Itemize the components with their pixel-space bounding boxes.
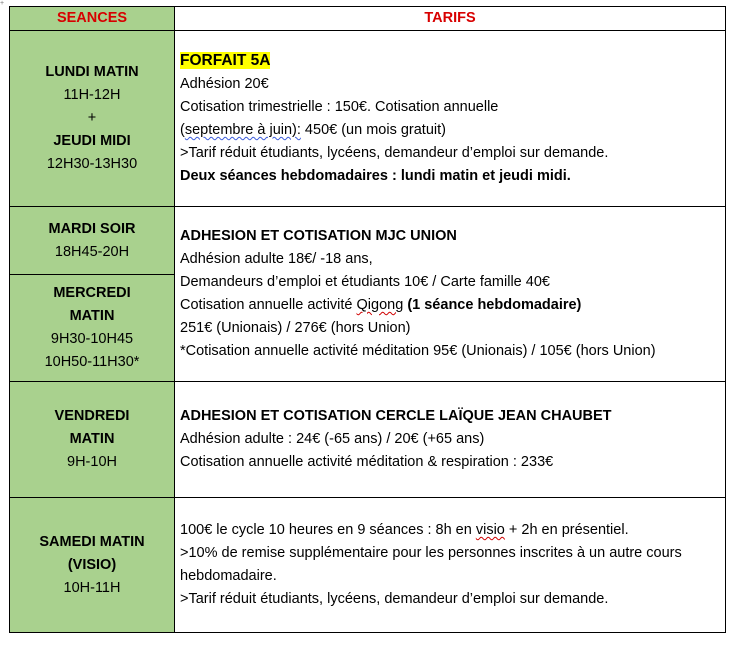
header-row [10, 7, 726, 31]
tarif-line: >10% de remise supplémentaire pour les personnes inscrites à un autre cours hebdomadaire. [180, 545, 682, 584]
tarif-cell-forfait [175, 31, 726, 207]
seance-time: 18H45-20H [54, 243, 130, 260]
tarif-title: ADHESION ET COTISATION MJC UNION [180, 228, 457, 244]
tarif-line: Demandeurs d’emploi et étudiants 10€ / Carte famille 40€ [180, 274, 550, 290]
tarif-line-bold: Deux séances hebdomadaires : lundi matin et jeudi midi. [180, 168, 571, 184]
tarifs-table [9, 6, 726, 633]
tarif-cell-mjc-union [175, 207, 726, 382]
tarif-line: Cotisation annuelle activité méditation & respiration : 233€ [180, 454, 554, 470]
seance-day: MERCREDI [53, 285, 131, 301]
tarif-line-cycle [180, 519, 721, 542]
cycle-post: + 2h en présentiel. [504, 522, 629, 538]
table-row [10, 31, 726, 207]
tarif-line: *Cotisation annuelle activité méditation 95€ (Unionais) / 105€ (hors Union) [180, 343, 656, 359]
tarif-cell-cercle-laique [175, 382, 726, 498]
seance-time: 10H-11H [63, 579, 121, 596]
cycle-pre: 100€ le cycle 10 heures en 9 séances : 8h en [180, 522, 476, 538]
seance-time: 12H30-13H30 [46, 156, 138, 172]
cycle-word: visio [475, 522, 505, 538]
seance-day: MATIN [69, 431, 115, 447]
seance-time: 10H50-11H30* [44, 354, 140, 370]
seance-cell-lundi-jeudi [10, 31, 175, 207]
tarif-line: 251€ (Unionais) / 276€ (hors Union) [180, 320, 411, 336]
table-move-handle[interactable]: + [0, 0, 5, 7]
seance-cell-mardi [10, 207, 175, 275]
table-row [10, 498, 726, 633]
tarif-cell-samedi [175, 498, 726, 633]
table-row [10, 382, 726, 498]
seance-day: SAMEDI MATIN [39, 533, 145, 550]
tarif-title: ADHESION ET COTISATION CERCLE LAÏQUE JEAN CHAUBET [180, 408, 612, 424]
seance-day: LUNDI MATIN [45, 64, 139, 80]
header-tarifs: TARIFS [175, 7, 726, 31]
seance-day: MATIN [69, 308, 115, 324]
seance-day: JEUDI MIDI [53, 133, 131, 149]
seance-day: VENDREDI [54, 408, 130, 424]
table-row [10, 207, 726, 275]
seance-day: (VISIO) [67, 556, 117, 573]
qigong-word: Qigong [356, 297, 404, 313]
tarif-line: Adhésion adulte : 24€ (-65 ans) / 20€ (+65 ans) [180, 431, 485, 447]
seance-cell-samedi [10, 498, 175, 633]
tarif-line: Adhésion 20€ [180, 76, 269, 92]
seance-cell-vendredi [10, 382, 175, 498]
seance-day: MARDI SOIR [48, 220, 136, 237]
tarif-line: >Tarif réduit étudiants, lycéens, demandeur d’emploi sur demande. [180, 591, 609, 607]
qigong-bold: (1 séance hebdomadaire) [403, 297, 582, 313]
period-open: ( [180, 122, 185, 138]
tarif-line-period [180, 119, 721, 142]
tarif-line: >Tarif réduit étudiants, lycéens, demandeur d’emploi sur demande. [180, 145, 609, 161]
seance-time: 9H-10H [67, 454, 117, 470]
period-word: septembre à juin): [184, 122, 301, 138]
tarif-line: Adhésion adulte 18€/ -18 ans, [180, 251, 373, 267]
header-seances: SEANCES [10, 7, 175, 31]
seance-time: 11H-12H [63, 87, 121, 103]
qigong-pre: Cotisation annuelle activité [180, 297, 357, 313]
period-rest: 450€ (un mois gratuit) [300, 122, 446, 138]
seance-time: 9H30-10H45 [50, 331, 134, 347]
forfait-title: FORFAIT 5A [180, 52, 271, 69]
tarif-line: Cotisation trimestrielle : 150€. Cotisation annuelle [180, 99, 499, 115]
seance-cell-mercredi [10, 275, 175, 382]
seance-plus: + [87, 110, 97, 126]
tarif-line-qigong [180, 294, 721, 317]
